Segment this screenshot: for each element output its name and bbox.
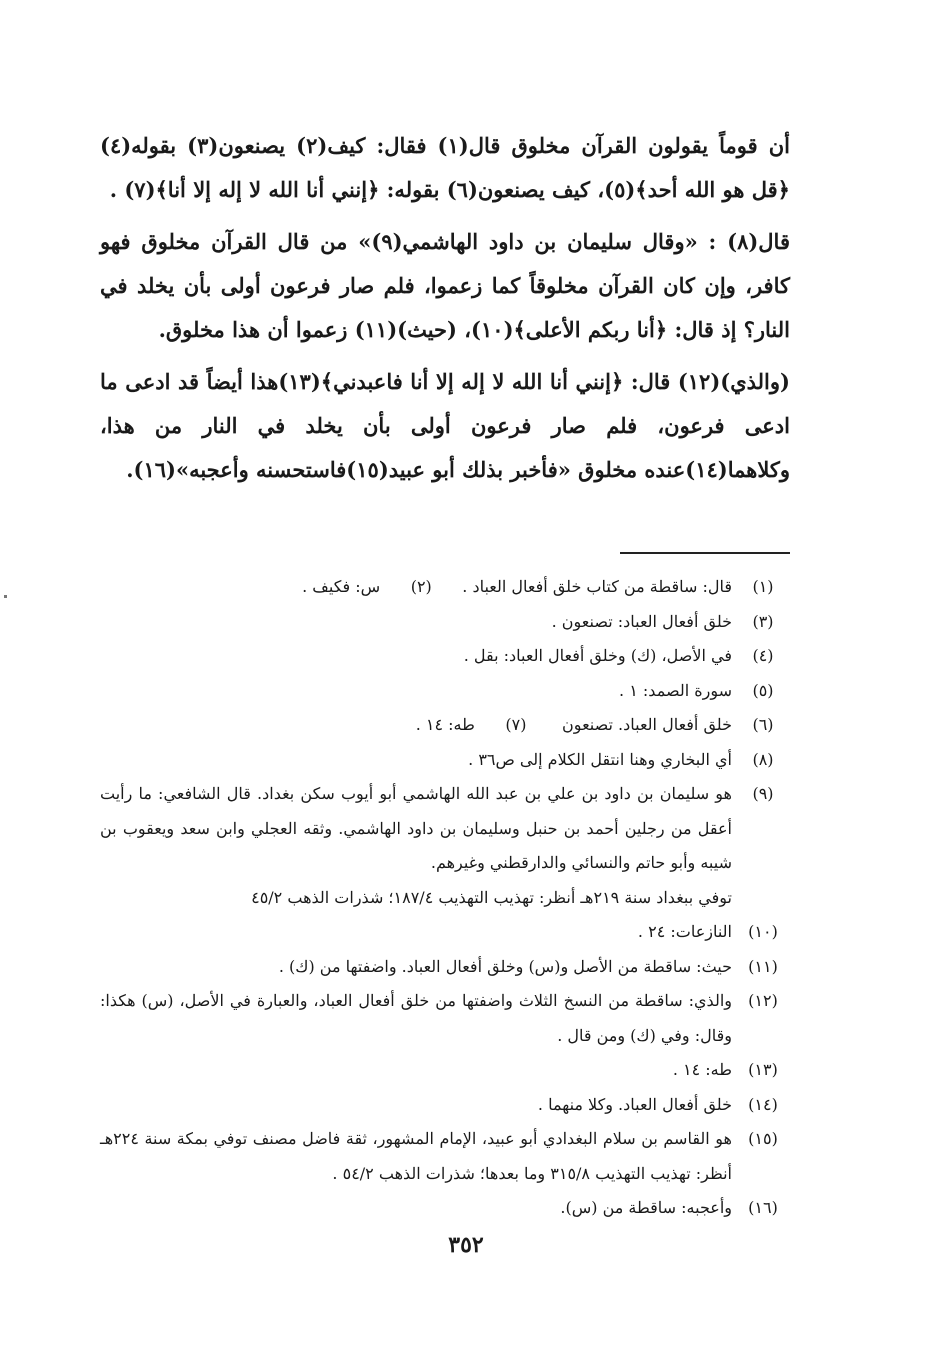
paragraph-3: (والذي)(١٢) قال: ﴿إنني أنا الله لا إله إلا أنا فاعبدني﴾(١٣)هذا أيضاً قد ادعى ما ادعى فرعون، فلم صار فرعون أولى بأن يخلد في النار من هذا، وكلاهما(١٤)عنده مخلوق «فأخبر بذلك أبو عبيد(١٥)فاستحسنه وأعجبه»(١٦). <box>100 369 790 482</box>
footnote-3 <box>100 605 794 640</box>
footnote-10 <box>100 915 794 950</box>
footnote-text: خلق أفعال العباد. تصنعون (٧) طه: ١٤ . <box>415 715 732 734</box>
paragraph-2: قال(٨) : «وقال سليمان بن داود الهاشمي(٩)» من قال القرآن مخلوق فهو كافر، وإن كان القرآن مخلوقاً كما زعموا، فلم صار فرعون أولى بأن يخلد في النار؟ إذ قال: ﴿أنا ربكم الأعلى﴾(١٠)، (حيث)(١١) زعموا أن هذا مخلوق. <box>100 229 790 342</box>
footnote-15 <box>94 1122 794 1191</box>
footnote-11 <box>100 950 794 985</box>
footnote-text: طه: ١٤ . <box>672 1060 732 1079</box>
footnote-12 <box>94 984 794 1053</box>
footnote-number: (٨) <box>752 749 774 769</box>
footnote-number: (٦) <box>752 715 774 734</box>
footnote-text: حيث: ساقطة من الأصل و(س) وخلق أفعال العباد. واضفتها من (ك) . <box>278 956 732 976</box>
footnote-number: (٣) <box>752 611 774 631</box>
footnote-text: وأعجبه: ساقطة من (س). <box>560 1198 732 1217</box>
footnote-number: (٤) <box>752 646 774 665</box>
footnotes <box>94 570 794 1226</box>
footnote-text: النازعات: ٢٤ . <box>637 922 732 941</box>
footnote-text: خلق أفعال العباد: تصنعون . <box>551 611 732 631</box>
main-text <box>100 124 790 498</box>
scan-speck <box>4 595 7 598</box>
footnote-text: خلق أفعال العباد. وكلا منهما . <box>537 1094 732 1114</box>
footnote-number: (٩) <box>752 784 774 803</box>
footnote-number: (٥) <box>752 680 774 700</box>
footnote-text: في الأصل، (ك) وخلق أفعال العباد: بقل . <box>463 646 732 665</box>
footnote-6 <box>100 708 794 743</box>
footnote-16 <box>100 1191 794 1226</box>
footnote-text: والذي: ساقطة من النسخ الثلاث واضفتها من خلق أفعال العباد، والعبارة في الأصل، (س) هكذا: وقال: وفي (ك) ومن قال . <box>94 991 732 1045</box>
footnote-8 <box>100 743 794 778</box>
footnote-1 <box>100 570 794 605</box>
footnote-9 <box>94 777 794 881</box>
footnote-14 <box>100 1088 794 1123</box>
page-number: ٣٥٢ <box>448 1232 484 1258</box>
footnote-number: (١) <box>752 577 774 596</box>
footnote-4 <box>100 639 794 674</box>
footnote-text: هو سليمان بن داود بن علي بن عبد الله الهاشمي أبو أيوب سكن بغداد. قال الشافعي: ما رأيت أعقل من رجلين أحمد بن حنبل وسليمان بن داود الهاشمي. وثقه العجلي وابن سعد ويعقوب بن شيبه وأبو حاتم والنسائي والدارقطني وغيرهم. <box>94 784 732 872</box>
footnote-number: (١٦) <box>748 1198 778 1217</box>
footnote-text: سورة الصمد: ١ . <box>619 680 732 700</box>
footnote-number: (١٢) <box>748 991 778 1010</box>
paragraph-1: أن قوماً يقولون القرآن مخلوق قال(١) فقال: كيف(٢) يصنعون(٣) بقوله(٤) ﴿قل هو الله أحد﴾(٥)، كيف يصنعون(٦) بقوله: ﴿إنني أنا الله لا إله إلا أنا﴾(٧) . <box>100 133 790 202</box>
footnote-number: (١١) <box>748 956 778 976</box>
footnote-13 <box>100 1053 794 1088</box>
footnote-number: (١٣) <box>748 1060 778 1079</box>
footnote-number: (١٥) <box>748 1129 778 1148</box>
footnote-5 <box>100 674 794 709</box>
footnote-number: (١٠) <box>748 922 778 941</box>
footnote-divider <box>620 552 790 554</box>
footnote-text: أي البخاري وهنا انتقل الكلام إلى ص٣٦ . <box>468 749 732 769</box>
footnote-text: قال: ساقطة من كتاب خلق أفعال العباد . (٢) س: فكيف . <box>302 577 732 596</box>
footnote-number: (١٤) <box>748 1094 778 1114</box>
footnote-text: هو القاسم بن سلام البغدادي أبو عبيد، الإمام المشهور، ثقة فاضل مصنف توفي بمكة سنة ٢٢٤هـ أنظر: تهذيب التهذيب ٣١٥/٨ وما بعدها؛ شذرات الذهب ٥٤/٢ . <box>94 1129 732 1183</box>
footnote-9-continuation: توفي ببغداد سنة ٢١٩هـ أنظر: تهذيب التهذيب ١٨٧/٤؛ شذرات الذهب ٤٥/٢ <box>251 887 732 907</box>
